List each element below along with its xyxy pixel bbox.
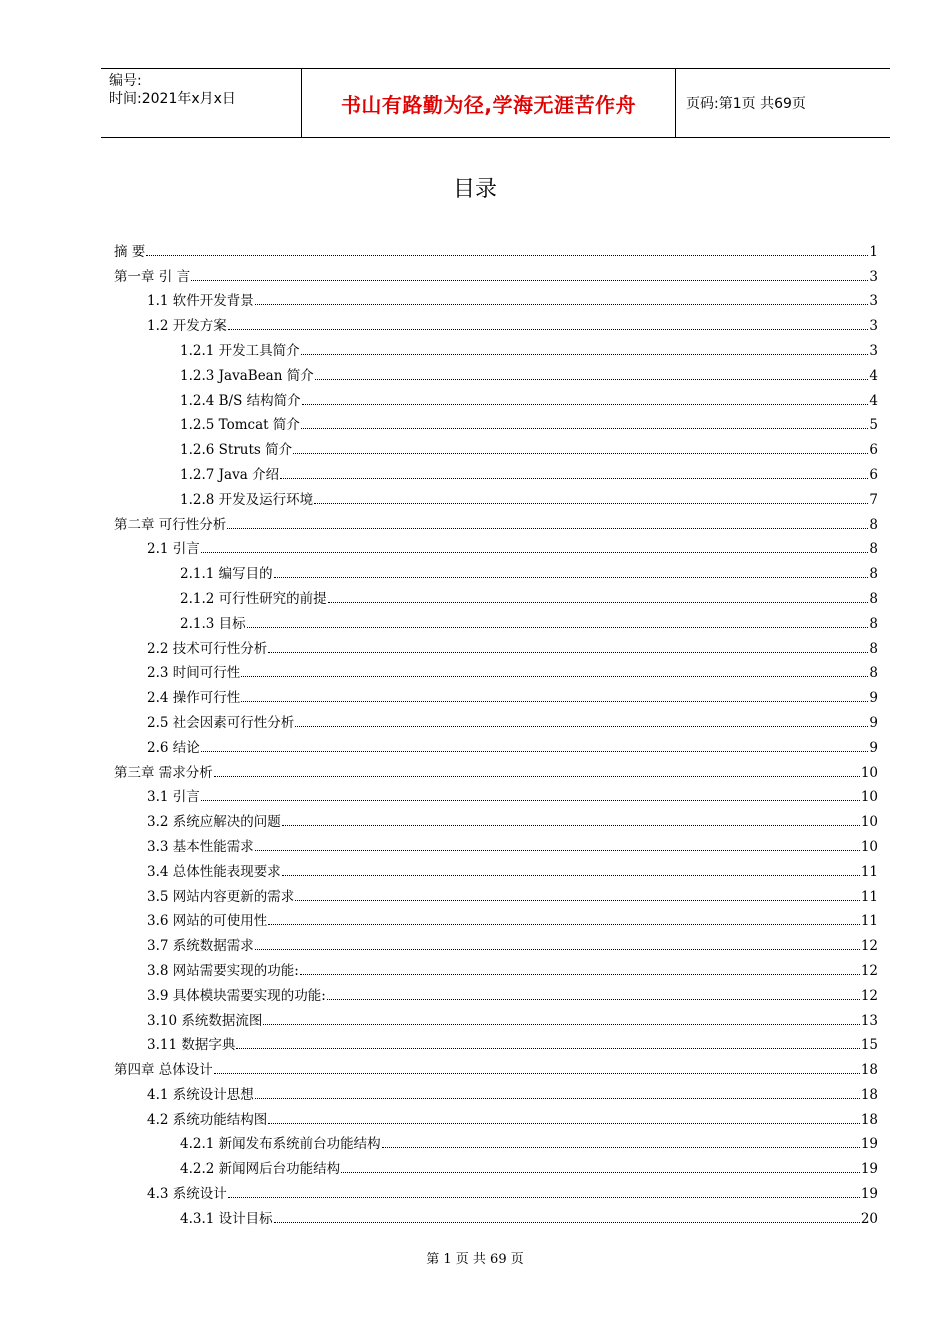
toc-entry-label: 3.8 网站需要实现的功能: xyxy=(147,962,299,979)
toc-entry-page: 5 xyxy=(869,417,878,434)
toc-entry[interactable] xyxy=(114,384,878,409)
toc-entry-page: 10 xyxy=(860,814,878,831)
toc-entry-page: 18 xyxy=(860,1111,878,1128)
toc-entry-label: 2.5 社会因素可行性分析 xyxy=(147,714,295,731)
toc-entry[interactable] xyxy=(114,1202,878,1227)
toc-entry-label: 3.1 引言 xyxy=(147,789,200,806)
toc-entry-page: 3 xyxy=(869,293,878,310)
toc-leader-dots xyxy=(314,502,868,504)
toc-entry[interactable] xyxy=(114,681,878,706)
toc-entry[interactable] xyxy=(114,409,878,434)
toc-entry-page: 8 xyxy=(869,516,878,533)
toc-entry-label: 1.2.3 JavaBean 简介 xyxy=(180,367,314,384)
toc-entry-page: 3 xyxy=(869,268,878,285)
toc-entry[interactable] xyxy=(114,533,878,558)
toc-leader-dots xyxy=(263,1023,859,1025)
toc-entry-page: 6 xyxy=(869,466,878,483)
toc-entry-page: 9 xyxy=(869,714,878,731)
toc-entry[interactable] xyxy=(114,285,878,310)
toc-entry-page: 11 xyxy=(860,888,878,905)
toc-entry-label: 3.10 系统数据流图 xyxy=(147,1012,263,1029)
toc-entry[interactable] xyxy=(114,1078,878,1103)
toc-entry-page: 12 xyxy=(860,987,878,1004)
toc-entry[interactable] xyxy=(114,954,878,979)
toc-entry-label: 1.2.6 Struts 简介 xyxy=(180,442,293,459)
toc-entry[interactable] xyxy=(114,929,878,954)
toc-entry-page: 7 xyxy=(869,491,878,508)
toc-entry-label: 4.3.1 设计目标 xyxy=(180,1210,273,1227)
toc-leader-dots xyxy=(274,576,869,578)
toc-entry-page: 19 xyxy=(860,1161,878,1178)
toc-entry-page: 10 xyxy=(860,764,878,781)
toc-leader-dots xyxy=(228,328,869,330)
toc-entry[interactable] xyxy=(114,657,878,682)
toc-entry[interactable] xyxy=(114,1029,878,1054)
toc-entry-page: 8 xyxy=(869,640,878,657)
toc-entry[interactable] xyxy=(114,1128,878,1153)
toc-entry-page: 11 xyxy=(860,863,878,880)
toc-entry[interactable] xyxy=(114,508,878,533)
toc-leader-dots xyxy=(255,948,860,950)
toc-leader-dots xyxy=(201,551,869,553)
toc-leader-dots xyxy=(295,899,860,901)
toc-entry[interactable] xyxy=(114,433,878,458)
toc-entry-label: 3.5 网站内容更新的需求 xyxy=(147,888,295,905)
toc-leader-dots xyxy=(255,1097,860,1099)
table-of-contents xyxy=(114,235,878,1227)
toc-entry-label: 2.3 时间可行性 xyxy=(147,665,241,682)
toc-entry-page: 12 xyxy=(860,938,878,955)
document-title: 目录 xyxy=(452,177,497,202)
toc-entry-page: 10 xyxy=(860,789,878,806)
toc-entry[interactable] xyxy=(114,458,878,483)
toc-leader-dots xyxy=(382,1146,860,1148)
header-date: 时间:2021年x月x日 xyxy=(109,91,236,107)
toc-entry-label: 3.6 网站的可使用性 xyxy=(147,913,268,930)
toc-leader-dots xyxy=(280,477,868,479)
toc-entry-label: 1.2.1 开发工具简介 xyxy=(180,342,300,359)
header-number-label: 编号: xyxy=(109,73,142,89)
toc-leader-dots xyxy=(301,353,869,355)
toc-entry[interactable] xyxy=(114,756,878,781)
toc-entry[interactable] xyxy=(114,1177,878,1202)
header-page-info: 页码:第1页 共69页 xyxy=(686,96,806,112)
toc-leader-dots xyxy=(328,601,869,603)
toc-leader-dots xyxy=(274,1221,860,1223)
toc-entry-page: 18 xyxy=(860,1086,878,1103)
toc-entry[interactable] xyxy=(114,1103,878,1128)
toc-entry[interactable] xyxy=(114,781,878,806)
toc-entry-page: 3 xyxy=(869,342,878,359)
toc-entry-label: 1.2.8 开发及运行环境 xyxy=(180,491,314,508)
toc-leader-dots xyxy=(327,998,860,1000)
toc-entry-label: 1.2 开发方案 xyxy=(147,318,227,335)
toc-entry[interactable] xyxy=(114,483,878,508)
toc-entry-label: 3.3 基本性能需求 xyxy=(147,838,254,855)
toc-entry-label: 4.1 系统设计思想 xyxy=(147,1086,254,1103)
toc-entry[interactable] xyxy=(114,309,878,334)
toc-entry-label: 第四章 总体设计 xyxy=(114,1062,213,1079)
toc-entry-label: 4.2.1 新闻发布系统前台功能结构 xyxy=(180,1136,381,1153)
toc-leader-dots xyxy=(300,973,860,975)
toc-leader-dots xyxy=(295,725,868,727)
toc-entry[interactable] xyxy=(114,235,878,260)
toc-entry-page: 8 xyxy=(869,590,878,607)
toc-entry-label: 2.1 引言 xyxy=(147,541,200,558)
toc-entry-page: 20 xyxy=(860,1210,878,1227)
toc-entry-label: 2.4 操作可行性 xyxy=(147,690,241,707)
toc-entry-label: 2.1.1 编写目的 xyxy=(180,566,273,583)
toc-leader-dots xyxy=(341,1171,860,1173)
toc-entry-page: 8 xyxy=(869,665,878,682)
toc-entry[interactable] xyxy=(114,979,878,1004)
toc-leader-dots xyxy=(302,403,869,405)
toc-entry[interactable] xyxy=(114,334,878,359)
toc-entry[interactable] xyxy=(114,905,878,930)
toc-entry[interactable] xyxy=(114,607,878,632)
toc-leader-dots xyxy=(191,279,868,281)
toc-leader-dots xyxy=(201,750,869,752)
toc-entry-page: 4 xyxy=(869,367,878,384)
toc-leader-dots xyxy=(228,1196,860,1198)
toc-entry-label: 3.9 具体模块需要实现的功能: xyxy=(147,987,326,1004)
toc-entry-label: 摘 要 xyxy=(114,243,146,260)
toc-entry-page: 19 xyxy=(860,1136,878,1153)
toc-entry-label: 第一章 引 言 xyxy=(114,268,191,285)
toc-leader-dots xyxy=(301,427,869,429)
toc-entry[interactable] xyxy=(114,582,878,607)
page-header xyxy=(101,68,890,138)
toc-entry-label: 1.2.4 B/S 结构简介 xyxy=(180,392,301,409)
toc-leader-dots xyxy=(268,651,868,653)
toc-leader-dots xyxy=(146,254,868,256)
toc-entry-page: 8 xyxy=(869,566,878,583)
toc-entry[interactable] xyxy=(114,359,878,384)
toc-entry-label: 2.6 结论 xyxy=(147,739,200,756)
header-motto: 书山有路勤为径,学海无涯苦作舟 xyxy=(302,69,676,137)
toc-entry-label: 2.2 技术可行性分析 xyxy=(147,640,268,657)
toc-entry-page: 8 xyxy=(869,615,878,632)
toc-entry-page: 13 xyxy=(860,1012,878,1029)
toc-entry-page: 6 xyxy=(869,442,878,459)
toc-leader-dots xyxy=(247,626,869,628)
toc-leader-dots xyxy=(255,303,869,305)
toc-entry-label: 4.3 系统设计 xyxy=(147,1186,227,1203)
toc-entry[interactable] xyxy=(114,632,878,657)
toc-entry[interactable] xyxy=(114,1053,878,1078)
toc-entry-page: 15 xyxy=(860,1037,878,1054)
toc-leader-dots xyxy=(214,775,860,777)
toc-leader-dots xyxy=(255,849,860,851)
toc-entry-label: 3.11 数据字典 xyxy=(147,1037,236,1054)
toc-entry-label: 1.1 软件开发背景 xyxy=(147,293,254,310)
header-meta xyxy=(101,69,302,137)
toc-entry[interactable] xyxy=(114,1152,878,1177)
toc-entry-page: 19 xyxy=(860,1186,878,1203)
toc-entry-label: 第三章 需求分析 xyxy=(114,764,213,781)
toc-leader-dots xyxy=(315,378,869,380)
toc-entry-label: 第二章 可行性分析 xyxy=(114,516,227,533)
toc-leader-dots xyxy=(268,1122,860,1124)
toc-leader-dots xyxy=(282,824,860,826)
toc-leader-dots xyxy=(236,1047,859,1049)
toc-leader-dots xyxy=(201,799,860,801)
toc-leader-dots xyxy=(293,452,868,454)
toc-entry-label: 2.1.2 可行性研究的前提 xyxy=(180,590,327,607)
toc-leader-dots xyxy=(241,675,868,677)
toc-leader-dots xyxy=(214,1072,860,1074)
toc-entry-label: 1.2.7 Java 介绍 xyxy=(180,466,280,483)
toc-leader-dots xyxy=(282,874,860,876)
toc-entry-label: 3.4 总体性能表现要求 xyxy=(147,863,281,880)
toc-entry-label: 3.2 系统应解决的问题 xyxy=(147,814,281,831)
toc-entry-page: 18 xyxy=(860,1062,878,1079)
toc-entry-label: 4.2.2 新闻网后台功能结构 xyxy=(180,1161,341,1178)
toc-entry-page: 3 xyxy=(869,318,878,335)
toc-entry-page: 1 xyxy=(869,243,878,260)
toc-entry-page: 9 xyxy=(869,739,878,756)
toc-entry-page: 9 xyxy=(869,690,878,707)
toc-leader-dots xyxy=(268,923,860,925)
toc-entry-page: 11 xyxy=(860,913,878,930)
toc-entry[interactable] xyxy=(114,880,878,905)
toc-leader-dots xyxy=(241,700,868,702)
toc-entry-page: 10 xyxy=(860,838,878,855)
toc-entry[interactable] xyxy=(114,557,878,582)
toc-entry-label: 1.2.5 Tomcat 简介 xyxy=(180,417,300,434)
toc-entry[interactable] xyxy=(114,855,878,880)
toc-entry[interactable] xyxy=(114,260,878,285)
toc-entry[interactable] xyxy=(114,805,878,830)
toc-entry-label: 4.2 系统功能结构图 xyxy=(147,1111,268,1128)
toc-entry[interactable] xyxy=(114,731,878,756)
toc-entry[interactable] xyxy=(114,1004,878,1029)
toc-entry[interactable] xyxy=(114,706,878,731)
page-footer: 第 1 页 共 69 页 xyxy=(426,1252,524,1267)
toc-entry-page: 4 xyxy=(869,392,878,409)
toc-entry-page: 12 xyxy=(860,962,878,979)
toc-entry[interactable] xyxy=(114,830,878,855)
toc-leader-dots xyxy=(227,527,868,529)
toc-entry-label: 3.7 系统数据需求 xyxy=(147,938,254,955)
toc-entry-page: 8 xyxy=(869,541,878,558)
toc-entry-label: 2.1.3 目标 xyxy=(180,615,246,632)
